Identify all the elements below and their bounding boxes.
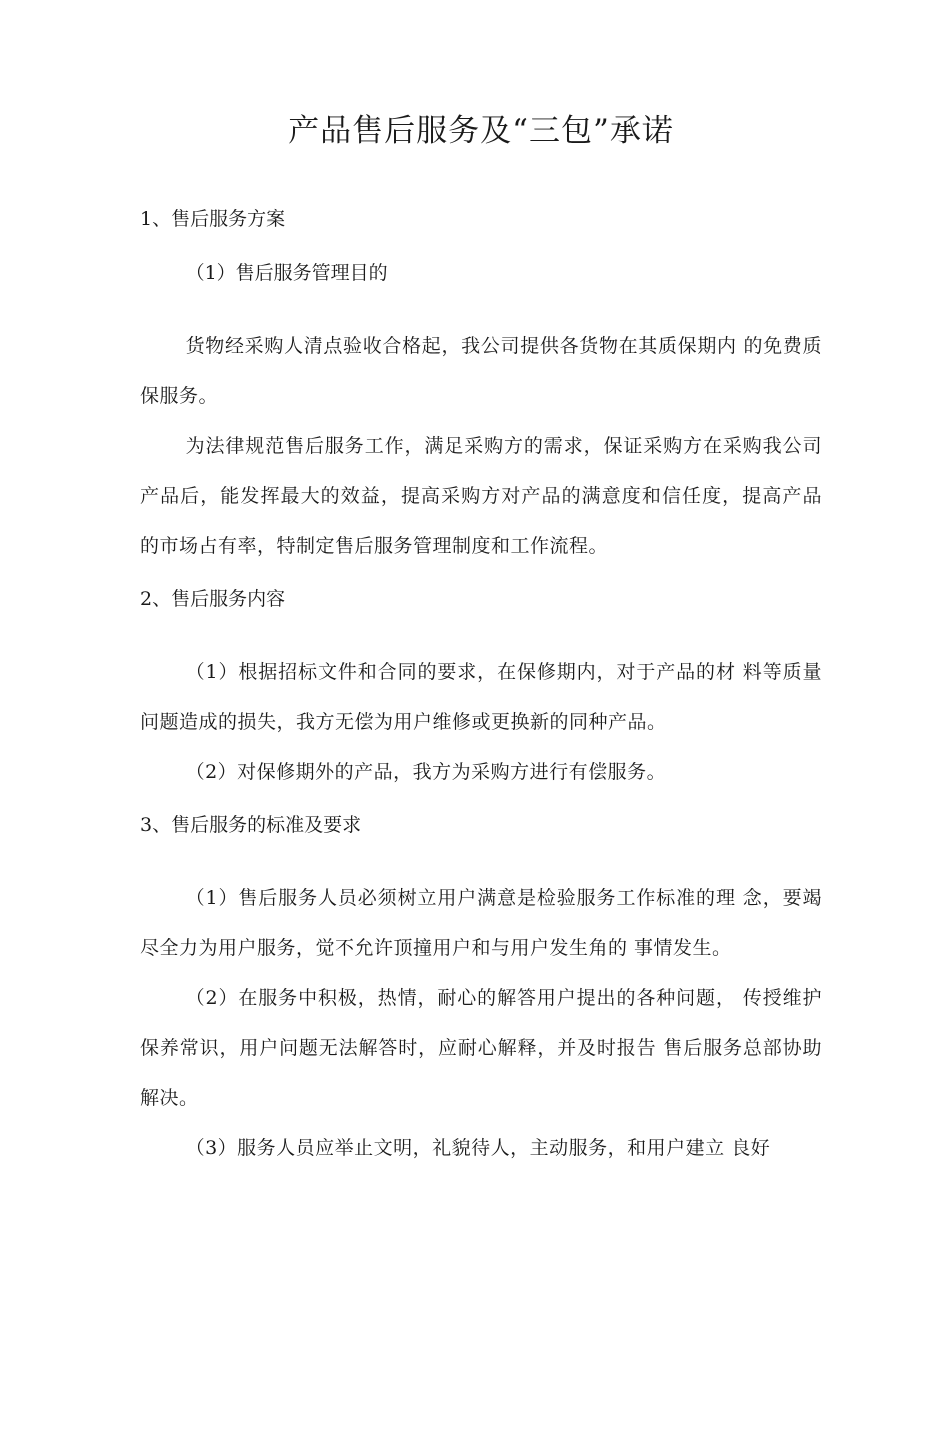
section-after-sales-content	[140, 585, 822, 797]
section-heading: 2、售后服务内容	[140, 588, 286, 610]
document-page	[0, 105, 950, 1449]
paragraph: 货物经采购人清点验收合格起，我公司提供各货物在其质保期内 的免费质保服务。	[140, 335, 822, 407]
section-heading: 3、售后服务的标准及要求	[140, 814, 362, 836]
paragraph: （2）对保修期外的产品，我方为采购方进行有偿服务。	[185, 761, 667, 783]
paragraph: （2）在服务中积极，热情，耐心的解答用户提出的各种问题， 传授维护保养常识，用户问题无法解答时，应耐心解释，并及时报告 售后服务总部协助解决。	[140, 987, 822, 1109]
section-service-standards	[140, 811, 822, 1173]
paragraph: （1）售后服务人员必须树立用户满意是检验服务工作标准的理 念，要竭尽全力为用户服务，觉不允许顶撞用户和与用户发生角的 事情发生。	[140, 887, 822, 959]
paragraph: （1）根据招标文件和合同的要求，在保修期内，对于产品的材 料等质量问题造成的损失，我方无偿为用户维修或更换新的同种产品。	[140, 661, 822, 733]
paragraph: （3）服务人员应举止文明，礼貌待人，主动服务，和用户建立 良好	[185, 1137, 771, 1159]
section-subheading: （1）售后服务管理目的	[185, 262, 388, 284]
section-heading: 1、售后服务方案	[140, 208, 286, 230]
section-after-sales-plan	[140, 205, 822, 571]
document-title: 产品售后服务及“三包”承诺	[288, 113, 674, 149]
paragraph: 为法律规范售后服务工作，满足采购方的需求，保证采购方在采购我公司产品后，能发挥最大的效益，提高采购方对产品的满意度和信任度，提高产品的市场占有率，特制定售后服务管理制度和工作流程。	[140, 435, 822, 557]
